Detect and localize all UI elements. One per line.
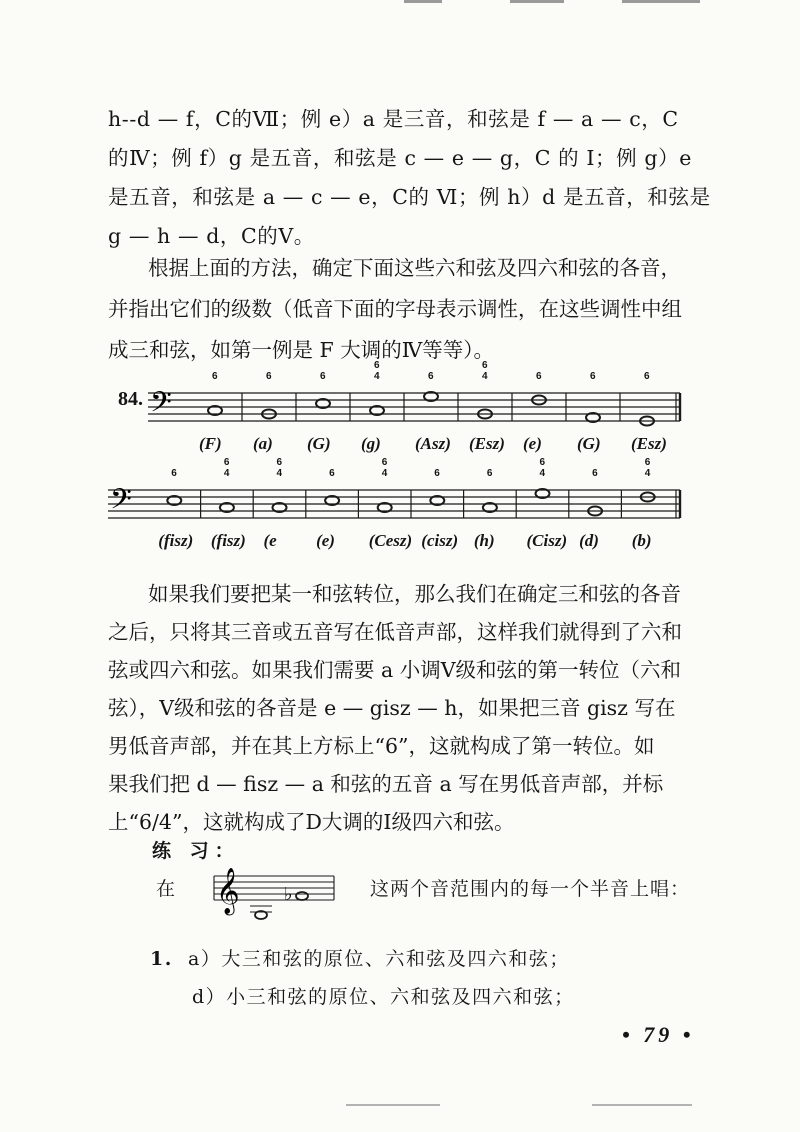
text-line: 成三和弦，如第一例是 F 大调的Ⅳ等等）。 [108,338,494,362]
treble-clef-icon: 𝄞 [216,868,240,914]
bass-clef-icon: 𝄢 [110,483,132,523]
text-line: 的Ⅳ；例 f）g 是五音，和弦是 c — e — g，C 的 Ⅰ；例 g）e [108,146,692,170]
key-label: (e) [523,434,542,453]
key-label: (a) [253,434,273,453]
key-label: (cisz) [421,531,459,550]
text-line: 弦或四六和弦。如果我们需要 a 小调Ⅴ级和弦的第一转位（六和 [108,658,682,682]
figured-bass: 4 [374,371,380,382]
key-label: (Esz) [469,434,505,453]
range-staff [214,868,334,919]
exercise-item-number: 1. [150,948,173,970]
figured-bass: 6 [539,457,546,468]
key-label: (fisz) [210,531,246,550]
text-line: 之后，只将其三音或五音写在低音声部，这样我们就得到了六和 [108,620,682,644]
figured-bass: 6 [329,468,335,479]
bottom-scan-mark-1 [346,1104,440,1106]
figured-bass: 6 [536,371,542,382]
key-label: (Cesz) [368,531,413,550]
key-label: (d) [579,531,599,550]
exercise-item [150,944,570,971]
figured-bass: 6 [590,371,596,382]
staff-row-1 [148,360,680,453]
figured-bass: 6 [320,371,326,382]
key-label: (g) [361,434,381,453]
key-label: (e [263,531,277,550]
example-number: 84. [118,388,143,410]
figured-bass: 6 [276,457,283,468]
figured-bass: 6 [482,360,488,371]
key-label: (Cisz) [526,531,568,550]
figured-bass: 6 [592,468,598,479]
figured-bass: 6 [212,371,218,382]
exercise-item [192,982,575,1009]
key-label: (e) [316,531,335,550]
exercise-title: 练 习： [152,840,240,862]
key-label: (Esz) [631,434,667,453]
text-line: 如果我们要把某一和弦转位，那么我们在确定三和弦的各音 [148,582,681,606]
figured-bass: 6 [644,371,650,382]
key-label: (fisz) [158,531,194,550]
figured-bass: 4 [539,468,546,479]
key-label: (F) [199,434,222,453]
bottom-scan-mark-2 [592,1104,692,1106]
figured-bass: 6 [171,468,177,479]
figured-bass: 6 [434,468,440,479]
figured-bass: 4 [644,468,651,479]
figured-bass: 6 [428,371,434,382]
figured-bass: 4 [381,468,388,479]
exercise-intro-prefix: 在 [156,878,176,900]
page-number: • 79 • [622,1022,695,1047]
text-line: 根据上面的方法，确定下面这些六和弦及四六和弦的各音， [148,256,681,280]
exercise-item-text: d）小三和弦的原位、六和弦及四六和弦； [192,986,575,1008]
figured-bass: 4 [276,468,283,479]
key-label: (h) [473,531,495,550]
figured-bass: 4 [223,468,230,479]
bass-clef-icon: 𝄢 [150,386,172,426]
text-line: 上“6/4”，这就构成了D大调的Ⅰ级四六和弦。 [108,810,515,834]
figured-bass: 6 [266,371,272,382]
key-label: (G) [307,434,331,453]
flat-icon: ♭ [284,884,293,905]
key-label: (b) [631,531,652,550]
figured-bass: 6 [374,360,380,371]
text-line: 果我们把 d — fisz — a 和弦的五音 a 写在男低音声部，并标 [108,772,664,796]
text-line: 男低音声部，并在其上方标上“6”，这就构成了第一转位。如 [108,734,655,758]
figured-bass: 6 [644,457,651,468]
text-line: 并指出它们的级数（低音下面的字母表示调性，在这些调性中组 [108,297,682,321]
figured-bass: 6 [223,457,230,468]
key-label: (G) [577,434,601,453]
figured-bass: 6 [486,468,493,479]
figured-bass: 6 [381,457,388,468]
staff-row-2 [108,457,680,550]
figured-bass: 4 [482,371,488,382]
paragraph-3 [108,575,700,841]
whole-note [296,892,308,900]
text-line: h--d — f，C的Ⅶ；例 e）a 是三音，和弦是 f — a — c，C [108,107,679,131]
exercise-item-text: a）大三和弦的原位、六和弦及四六和弦； [188,948,570,970]
text-line: 是五音，和弦是 a — c — e，C的 Ⅵ；例 h）d 是五音，和弦是 [108,185,711,209]
text-line: 弦），Ⅴ级和弦的各音是 e — gisz — h，如果把三音 gisz 写在 [108,696,676,720]
exercise-intro-suffix: 这两个音范围内的每一个半音上唱： [370,878,691,900]
key-label: (Asz) [415,434,451,453]
text-line: g — h — d，C的Ⅴ。 [108,224,315,248]
